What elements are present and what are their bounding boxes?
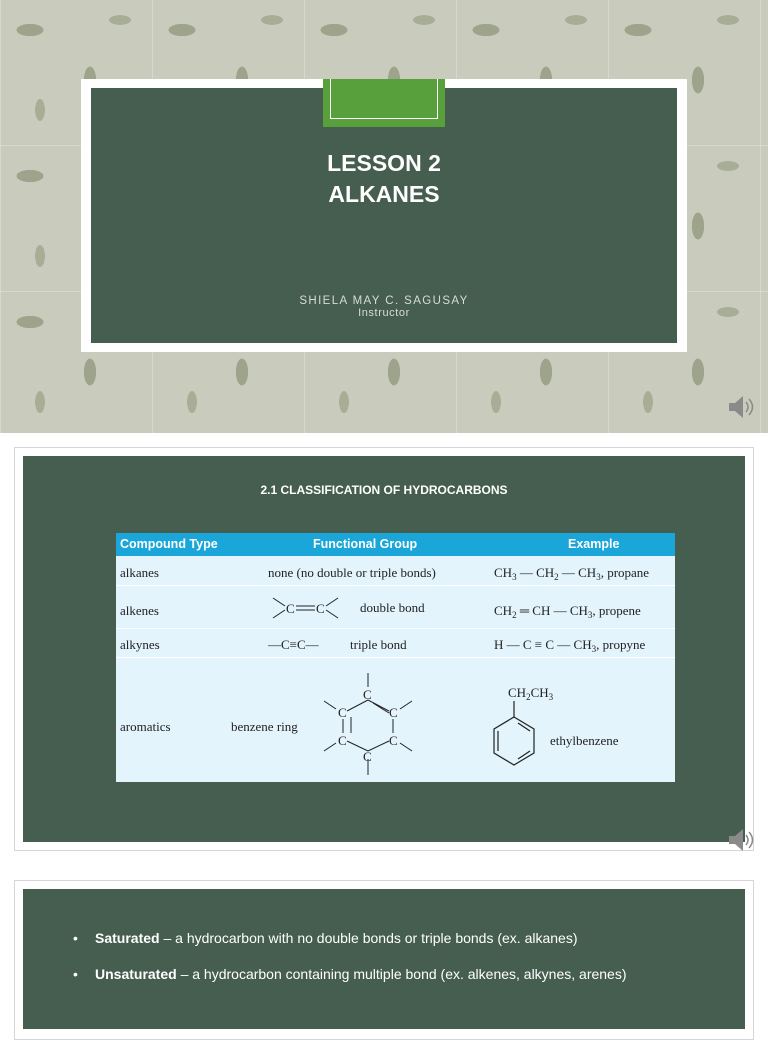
bullet-dot: • [73,930,78,946]
svg-text:C: C [389,705,398,720]
row-alkenes-type: alkenes [120,603,159,618]
row-alkanes-group: none (no double or triple bonds) [268,565,436,580]
speaker-icon[interactable] [726,826,756,854]
bullet-definition: – a hydrocarbon with no double bonds or triple bonds (ex. alkanes) [159,930,578,946]
hydrocarbon-table [116,533,675,782]
column-header-functional-group: Functional Group [313,537,418,551]
definitions-slide-panel [23,889,745,1029]
title-accent-tab-border [330,79,438,119]
bullet-term: Saturated [95,930,160,946]
row-alkenes-group: double bond [360,600,425,615]
classification-heading: 2.1 CLASSIFICATION OF HYDROCARBONS [260,483,508,497]
row-alkynes-group: triple bond [350,637,407,652]
row-alkynes-type: alkynes [120,637,160,652]
double-bond-structure-icon [271,595,346,621]
author-role: Instructor [358,307,410,319]
svg-text:C: C [363,687,372,702]
column-header-example: Example [568,537,620,551]
benzene-ring-structure-icon [316,671,422,779]
bullet-definition: – a hydrocarbon containing multiple bond (ex. alkenes, alkynes, arenes) [176,966,627,982]
bullet-text [95,930,578,946]
svg-text:C: C [316,601,325,616]
table-header [116,533,675,556]
row-alkenes-example: $CH_2$ ═ CH — $CH_3$, propene [494,603,641,620]
svg-text:CH2CH3: $CH_2CH_3$ [508,685,554,702]
svg-text:C: C [338,733,347,748]
svg-text:C: C [389,733,398,748]
column-header-compound-type: Compound Type [120,537,218,551]
row-divider [116,628,675,629]
row-divider [116,657,675,658]
row-alkanes-type: alkanes [120,565,159,580]
row-aromatics-group: benzene ring [231,719,298,734]
slide-title [91,148,677,210]
slide-title-line1: LESSON 2 [327,150,441,176]
svg-text:C: C [338,705,347,720]
row-aromatics-example: ethylbenzene [550,733,619,748]
row-alkynes-example: H — C ≡ C — $CH_3$, propyne [494,637,646,654]
row-divider [116,585,675,586]
bullet-dot: • [73,966,78,982]
row-alkanes-example: $CH_3$ — $CH_2$ — $CH_3$, propane [494,565,650,582]
author-name: SHIELA MAY C. SAGUSAY [299,295,469,307]
speaker-icon[interactable] [726,393,756,421]
ethylbenzene-structure-icon [488,683,558,767]
svg-text:C: C [363,749,372,764]
row-aromatics-type: aromatics [120,719,171,734]
triple-bond-structure: —C≡C— [268,637,319,652]
slide-title-line2: ALKANES [328,181,440,207]
svg-text:C: C [286,601,295,616]
bullet-text [95,966,627,982]
bullet-term: Unsaturated [95,966,177,982]
